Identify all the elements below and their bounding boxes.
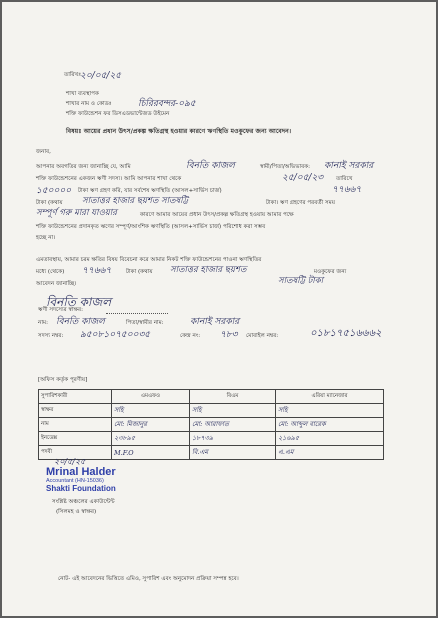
table-row	[39, 418, 384, 432]
name-value: বিনতি কাজল	[56, 317, 105, 327]
body-text: টাকা (কথায়	[126, 269, 153, 275]
stamp-title: Accountant (HN-15036)	[46, 478, 104, 484]
accountant-date: ২০/৫/২৫	[54, 457, 86, 466]
body-text: আবেদন জানাচ্ছি।	[36, 281, 77, 287]
row-label: পদবী	[39, 446, 112, 460]
body-text: মধ্যে (থেকে)	[36, 269, 65, 275]
table-cell: ২৩৮৯৫	[112, 432, 190, 446]
signature-label: ঋণী সদস্যের স্বাক্ষর:	[38, 307, 83, 313]
member-name-handwritten: বিনতি কাজল	[186, 161, 235, 171]
organization-name: শক্তি ফাউন্ডেশন ফর ডিসএডভান্টেজড উইমেন	[66, 111, 170, 117]
stamp-name: Mrinal Halder	[46, 466, 116, 478]
body-text: শক্তি ফাউন্ডেশনের প্রদানকৃত ঋণের সম্পূর্ণ/আংশিক ঋণস্থিতি (আসল+সার্ভিস চার্জ) পরিশোধ করা সম্ভব	[36, 224, 266, 230]
signature-cell: সহি	[275, 404, 383, 418]
body-text: এমতাবস্থায়, আমার চরম ক্ষতির বিষয় বিবেচনা করে আমার নিকট শক্তি ফাউন্ডেশনের পাওনা ঋণস্থিতির	[36, 257, 262, 263]
approval-table	[38, 389, 384, 460]
guardian-name-handwritten: কানাই সরকার	[324, 161, 374, 171]
table-header-row	[39, 390, 384, 404]
branch-name-value: চিরিরবন্দর-০৯৫	[138, 99, 196, 109]
office-section-label: [অফিস কর্তৃক পূরণীয়]	[38, 377, 88, 383]
table-cell: ১৮৭৩৯	[189, 432, 275, 446]
table-row	[39, 432, 384, 446]
recipient-title: শাখা ব্যবস্থাপক	[66, 91, 99, 97]
name-label: নাম:	[38, 320, 48, 326]
center-value: ৭৮৩	[220, 330, 238, 340]
loan-date-handwritten: ২৫/০৫/২৩	[282, 173, 324, 183]
row-label: নাম	[39, 418, 112, 432]
branch-name-label: শাখার নাম ও কোডঃ	[66, 101, 112, 107]
accountant-stamp	[46, 466, 116, 493]
body-text: টাকা ঋণ গ্রহণ করি, যার সর্বশেষ ঋণস্থিতি (আসল+সার্ভিস চার্জ)	[78, 188, 222, 194]
loan-balance-handwritten: ৭৭৬৬৭	[332, 185, 362, 195]
header-cell: বিএম	[189, 390, 275, 404]
body-text: আপনার অবগতির জন্য জানাচ্ছি যে, আমি	[36, 164, 131, 170]
center-label: কেন্দ্র নং:	[180, 333, 201, 339]
date-value: ২০/০৫/২৫	[80, 71, 122, 81]
mobile-label: মোবাইল নম্বর:	[246, 333, 279, 339]
father-value: কানাই সরকার	[190, 317, 240, 327]
member-id-label: সদস্য নম্বর:	[38, 333, 64, 339]
table-cell: M.F.O	[112, 446, 190, 460]
application-form	[2, 2, 436, 616]
accountant-label: সংশ্লিষ্ট অঞ্চলের একাউন্টেন্ট	[52, 499, 115, 505]
body-text: টাকা (কথায়	[36, 200, 63, 206]
table-cell: এ.এম	[275, 446, 383, 460]
table-cell: মো: মিজানুর	[112, 418, 190, 432]
signature-cell: সহি	[112, 404, 190, 418]
loss-reason-handwritten: সম্পূর্ণ গরু মারা যাওয়ার	[36, 208, 117, 218]
header-cell: সুপারিশকারী	[39, 390, 112, 404]
row-label: স্বাক্ষর	[39, 404, 112, 418]
table-cell: বি.এম	[189, 446, 275, 460]
row-label: ইনডেক্স	[39, 432, 112, 446]
body-text: শক্তি ফাউন্ডেশনের একজন ঋণী সদস্য। আমি আপনার শাখা থেকে	[36, 176, 182, 182]
waiver-words-handwritten: সাতাত্তর হাজার ছয়শত	[170, 265, 247, 275]
body-text: স্বামী/পিতা/অভিভাবক:	[260, 164, 311, 170]
body-text: তারিখে	[336, 176, 353, 182]
signature-cell: সহি	[189, 404, 275, 418]
body-text: টাকা। ঋণ গ্রহণের পরবর্তী সময়	[266, 200, 336, 206]
table-row	[39, 404, 384, 418]
member-id-value: ৯৫০৮১০৭৫০০৩৫	[80, 330, 151, 340]
loan-amount-handwritten: ১৫০০০০	[36, 186, 72, 196]
header-cell: এরিয়া ম্যানেজার	[275, 390, 383, 404]
table-cell: মো: আরাফাত	[189, 418, 275, 432]
member-signature: বিনতি কাজল	[46, 295, 112, 309]
body-text: মওকুফের জন্য	[314, 269, 347, 275]
waiver-amount-handwritten: ৭৭৬৬৭	[82, 266, 112, 276]
waiver-words-cont-handwritten: সাতষট্টি টাকা	[278, 276, 324, 286]
stamp-org: Shakti Foundation	[46, 484, 116, 493]
seal-signature-label: (সিলমহ ও স্বাক্ষর)	[56, 509, 97, 515]
father-label: পিতা/স্বামীর নাম:	[126, 320, 164, 326]
header-cell: এমএফও	[112, 390, 190, 404]
subject-line: বিষয়ঃ আয়ের প্রধান উৎস/প্রকল্প ক্ষতিগ্রস্থ হওয়ার কারণে ঋণস্থিতি মওকুফের জন্য আবেদন।	[66, 128, 292, 135]
footer-note: নোট- এই আবেদনের ভিত্তিতে এমিও, সুপারিশ এবং অনুমোদন প্রক্রিয়া সম্পন্ন হবে।	[58, 576, 239, 582]
table-cell: মো: আব্দুল বারেক	[275, 418, 383, 432]
table-cell: ২১৬৯৫	[275, 432, 383, 446]
salutation: জনাব,	[36, 149, 51, 155]
balance-in-words-handwritten: সাতাত্তর হাজার ছয়শত সাতষট্টি	[82, 196, 188, 206]
signature-line	[106, 313, 168, 314]
body-text: হচ্ছে না।	[36, 235, 56, 241]
table-row	[39, 446, 384, 460]
date-label: তারিখঃ	[64, 72, 82, 78]
mobile-value: ০১৮১৭৫১৬৬৬২	[310, 328, 382, 339]
body-text: কারণে আমার আয়ের প্রধান উৎস/প্রকল্প ক্ষতিগ্রস্থ হওয়ায় আমার পক্ষে	[140, 212, 294, 218]
